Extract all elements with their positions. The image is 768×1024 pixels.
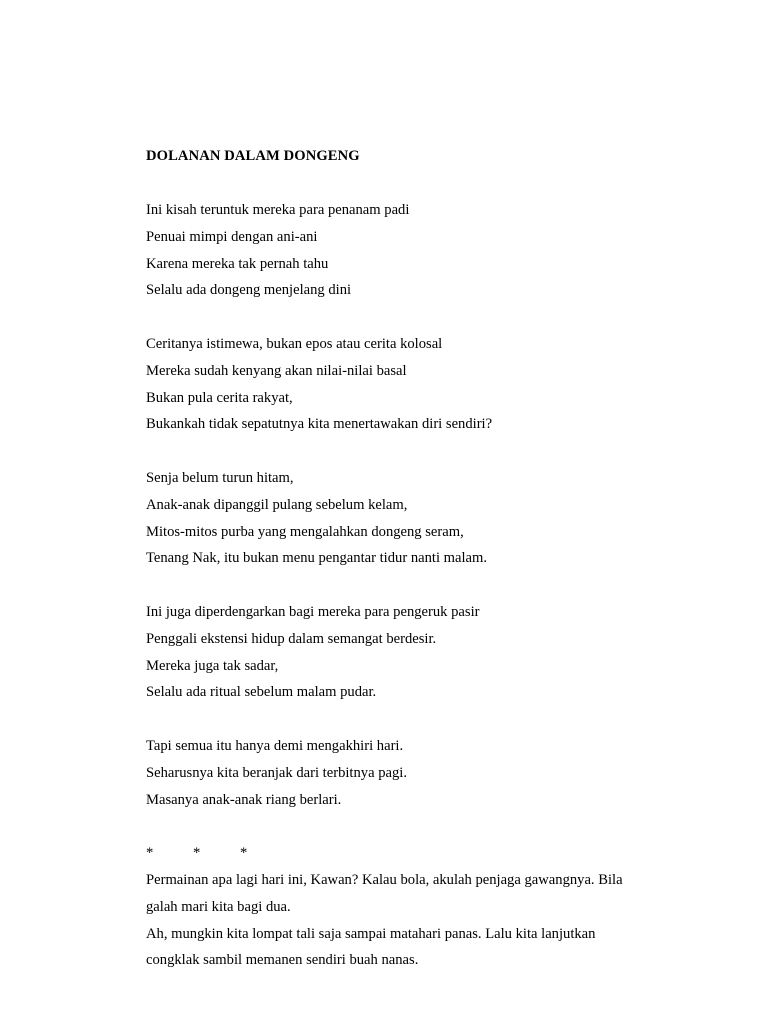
poem-line: Senja belum turun hitam,: [146, 469, 294, 486]
poem-line: Masanya anak-anak riang berlari.: [146, 791, 342, 808]
poem-line: Ini juga diperdengarkan bagi mereka para pengeruk pasir: [146, 603, 480, 620]
prose-line: Ah, mungkin kita lompat tali saja sampai matahari panas. Lalu kita lanjutkan: [146, 925, 596, 942]
section-divider: [146, 840, 686, 867]
prose-line: Permainan apa lagi hari ini, Kawan? Kalau bola, akulah penjaga gawangnya. Bila: [146, 871, 623, 888]
stanza-1: [146, 197, 686, 304]
poem-line: Anak-anak dipanggil pulang sebelum kelam,: [146, 496, 408, 513]
poem-line: Selalu ada ritual sebelum malam pudar.: [146, 684, 377, 701]
poem-line: Bukan pula cerita rakyat,: [146, 389, 293, 406]
stanza-5: [146, 733, 686, 813]
poem-line: Tenang Nak, itu bukan menu pengantar tidur nanti malam.: [146, 550, 488, 567]
poem-line: Tapi semua itu hanya demi mengakhiri hari.: [146, 737, 404, 754]
poem-line: Penuai mimpi dengan ani-ani: [146, 228, 318, 245]
poem-line: Selalu ada dongeng menjelang dini: [146, 282, 352, 299]
poem-line: Mereka sudah kenyang akan nilai-nilai basal: [146, 362, 407, 379]
poem-line: Seharusnya kita beranjak dari terbitnya pagi.: [146, 764, 407, 781]
prose-line: congklak sambil memanen sendiri buah nanas.: [146, 952, 419, 969]
stanza-4: [146, 599, 686, 706]
divider-star: *: [146, 845, 154, 862]
poem-title: DOLANAN DALAM DONGENG: [146, 148, 360, 164]
prose-paragraphs: [146, 867, 686, 974]
stanza-3: [146, 465, 686, 572]
poem-line: Penggali ekstensi hidup dalam semangat berdesir.: [146, 630, 437, 647]
poem-line: Ceritanya istimewa, bukan epos atau cerita kolosal: [146, 335, 443, 352]
stanza-2: [146, 331, 686, 438]
divider-star: *: [240, 845, 248, 862]
poem-line: Karena mereka tak pernah tahu: [146, 255, 329, 272]
poem-content: [146, 145, 686, 974]
prose-line: galah mari kita bagi dua.: [146, 898, 291, 915]
poem-line: Mereka juga tak sadar,: [146, 657, 279, 674]
poem-line: Bukankah tidak sepatutnya kita menertawakan diri sendiri?: [146, 416, 493, 433]
divider-star: *: [193, 845, 201, 862]
poem-line: Mitos-mitos purba yang mengalahkan dongeng seram,: [146, 523, 464, 540]
poem-line: Ini kisah teruntuk mereka para penanam padi: [146, 202, 410, 218]
